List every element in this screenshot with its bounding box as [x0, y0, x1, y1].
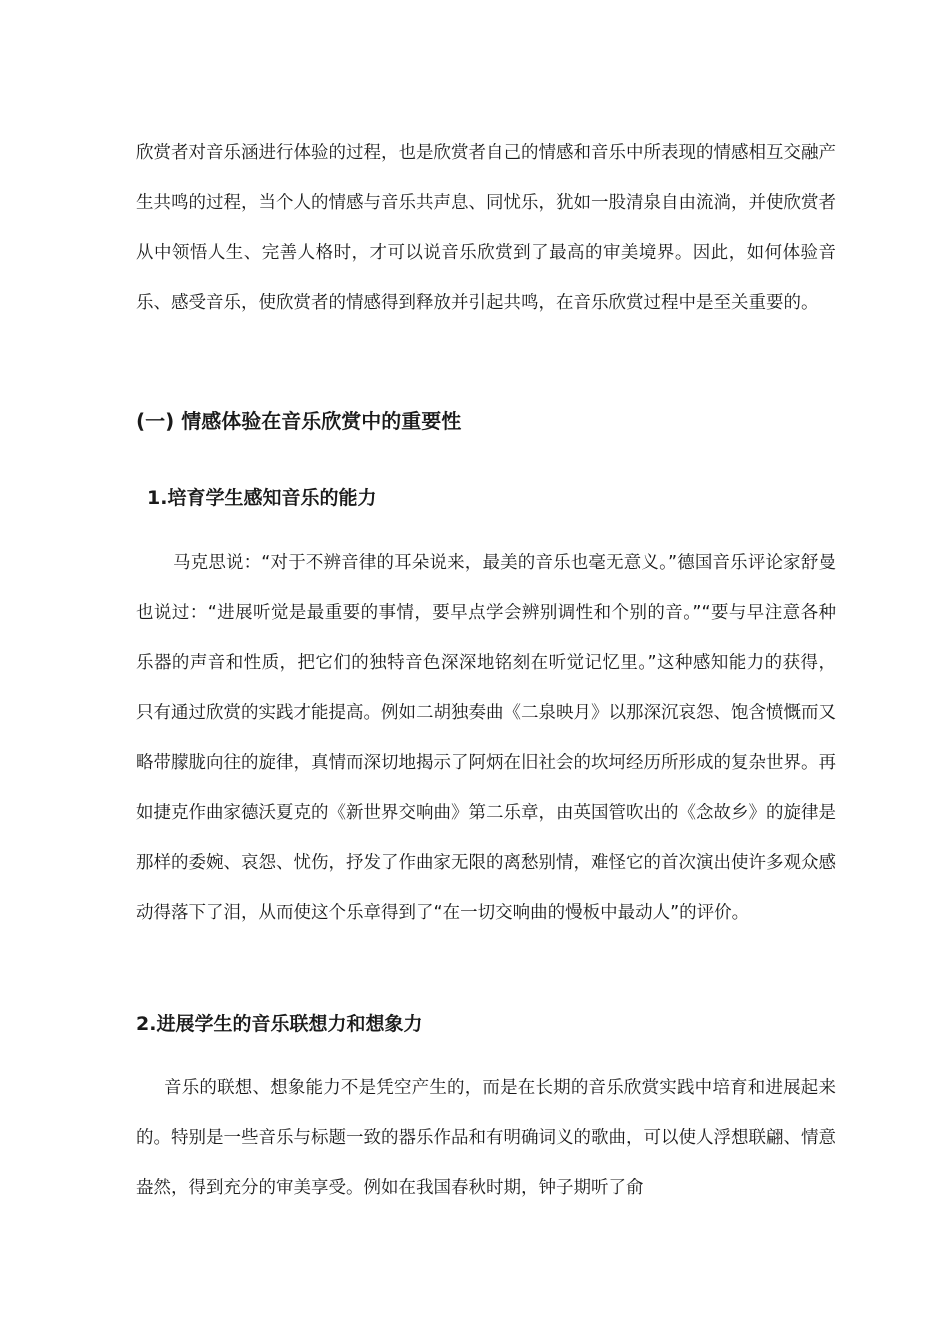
subheading-imagination-ability: 2.进展学生的音乐联想力和想象力: [136, 1013, 423, 1035]
paragraph-intro: 欣赏者对音乐涵进行体验的过程，也是欣赏者自己的情感和音乐中所表现的情感相互交融产生共鸣的过程，当个人的情感与音乐共声息、同忧乐，犹如一股清泉自由流淌，并使欣赏者从中领悟人生、完善人格时，才可以说音乐欣赏到了最高的审美境界。因此，如何体验音乐、感受音乐，使欣赏者的情感得到释放并引起共鸣，在音乐欣赏过程中是至关重要的。: [136, 143, 836, 313]
section-heading-emotional-experience: (一) 情感体验在音乐欣赏中的重要性: [136, 409, 462, 433]
paragraph-imagination: 音乐的联想、想象能力不是凭空产生的，而是在长期的音乐欣赏实践中培育和进展起来的。特别是一些音乐与标题一致的器乐作品和有明确词义的歌曲，可以使人浮想联翩、情意盎然，得到充分的审美享受。例如在我国春秋时期，钟子期听了俞: [136, 1078, 836, 1198]
paragraph-perception: 马克思说：“对于不辨音律的耳朵说来，最美的音乐也毫无意义。”德国音乐评论家舒曼也说过：“进展听觉是最重要的事情，要早点学会辨别调性和个别的音。”“要与早注意各种乐器的声音和性质，把它们的独特音色深深地铭刻在听觉记忆里。”这种感知能力的获得，只有通过欣赏的实践才能提高。例如二胡独奏曲《二泉映月》以那深沉哀怨、饱含愤慨而又略带朦胧向往的旋律，真情而深切地揭示了阿炳在旧社会的坎坷经历所形成的复杂世界。再如捷克作曲家德沃夏克的《新世界交响曲》第二乐章，由英国管吹出的《念故乡》的旋律是那样的委婉、哀怨、忧伤，抒发了作曲家无限的离愁别情，难怪它的首次演出使许多观众感动得落下了泪，从而使这个乐章得到了“在一切交响曲的慢板中最动人”的评价。: [136, 553, 836, 923]
subheading-perception-ability: 1.培育学生感知音乐的能力: [147, 487, 377, 509]
